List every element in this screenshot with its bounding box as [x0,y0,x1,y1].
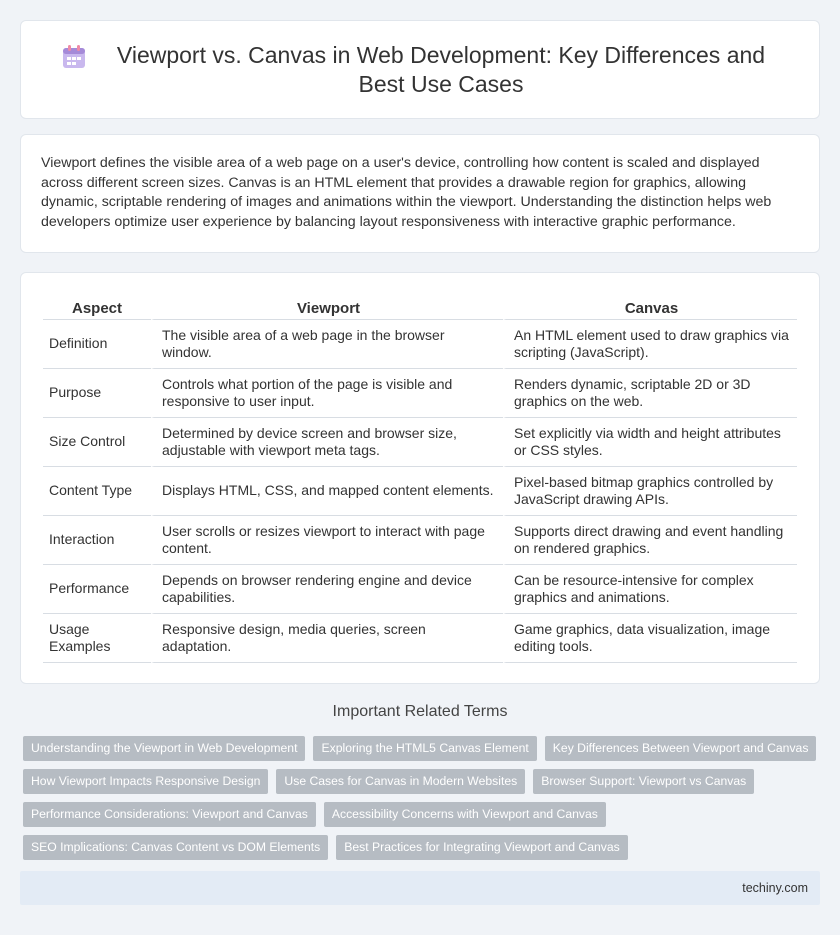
row-viewport: Controls what portion of the page is visible and responsive to user input. [151,369,503,418]
related-term-link[interactable]: Performance Considerations: Viewport and Canvas [23,802,316,827]
header-canvas: Canvas [503,293,797,320]
related-term-link[interactable]: How Viewport Impacts Responsive Design [23,769,268,794]
title-card [20,20,820,119]
row-aspect: Definition [43,320,151,369]
row-aspect: Size Control [43,418,151,467]
row-aspect: Content Type [43,467,151,516]
row-canvas: Renders dynamic, scriptable 2D or 3D graphics on the web. [503,369,797,418]
page-title: Viewport vs. Canvas in Web Development: Key Differences and Best Use Cases [116,41,766,97]
footer-brand[interactable]: techiny.com [742,881,808,895]
related-term-link[interactable]: Use Cases for Canvas in Modern Websites [276,769,525,794]
related-terms-list [23,736,823,860]
row-viewport: Responsive design, media queries, screen adaptation. [151,614,503,663]
row-viewport: Depends on browser rendering engine and device capabilities. [151,565,503,614]
related-term-link[interactable]: Exploring the HTML5 Canvas Element [313,736,536,761]
footer [20,871,820,905]
row-viewport: The visible area of a web page in the browser window. [151,320,503,369]
table-row [43,467,797,516]
table-row [43,320,797,369]
row-canvas: Set explicitly via width and height attributes or CSS styles. [503,418,797,467]
header-viewport: Viewport [151,293,503,320]
related-term-link[interactable]: Best Practices for Integrating Viewport and Canvas [336,835,628,860]
related-terms-heading: Important Related Terms [332,703,508,720]
row-canvas: Supports direct drawing and event handling on rendered graphics. [503,516,797,565]
table-row [43,369,797,418]
row-viewport: Displays HTML, CSS, and mapped content elements. [151,467,503,516]
row-canvas: Game graphics, data visualization, image editing tools. [503,614,797,663]
table-header-row [43,293,797,320]
related-term-link[interactable]: Browser Support: Viewport vs Canvas [533,769,754,794]
calendar-icon [61,44,87,70]
intro-paragraph: Viewport defines the visible area of a web page on a user's device, controlling how content is scaled and displayed across different screen sizes. Canvas is an HTML element that provides a drawable region for graphics, allowing dynamic, scriptable rendering of images and animations within the viewport. Understanding the distinction helps web developers optimize user experience by balancing layout responsiveness with interactive graphic performance. [41,155,772,230]
row-viewport: Determined by device screen and browser size, adjustable with viewport meta tags. [151,418,503,467]
row-canvas: An HTML element used to draw graphics via scripting (JavaScript). [503,320,797,369]
row-aspect: Usage Examples [43,614,151,663]
related-term-link[interactable]: Understanding the Viewport in Web Development [23,736,305,761]
related-term-link[interactable]: Key Differences Between Viewport and Canvas [545,736,817,761]
row-viewport: User scrolls or resizes viewport to interact with page content. [151,516,503,565]
table-row [43,418,797,467]
row-aspect: Interaction [43,516,151,565]
table-row [43,614,797,663]
row-canvas: Can be resource-intensive for complex graphics and animations. [503,565,797,614]
related-term-link[interactable]: SEO Implications: Canvas Content vs DOM Elements [23,835,328,860]
row-canvas: Pixel-based bitmap graphics controlled by JavaScript drawing APIs. [503,467,797,516]
row-aspect: Performance [43,565,151,614]
row-aspect: Purpose [43,369,151,418]
intro-card [20,134,820,253]
related-term-link[interactable]: Accessibility Concerns with Viewport and Canvas [324,802,606,827]
table-row [43,516,797,565]
title-wrap [61,41,779,99]
comparison-card [20,272,820,684]
header-aspect: Aspect [43,293,151,320]
table-row [43,565,797,614]
comparison-table [43,293,797,663]
